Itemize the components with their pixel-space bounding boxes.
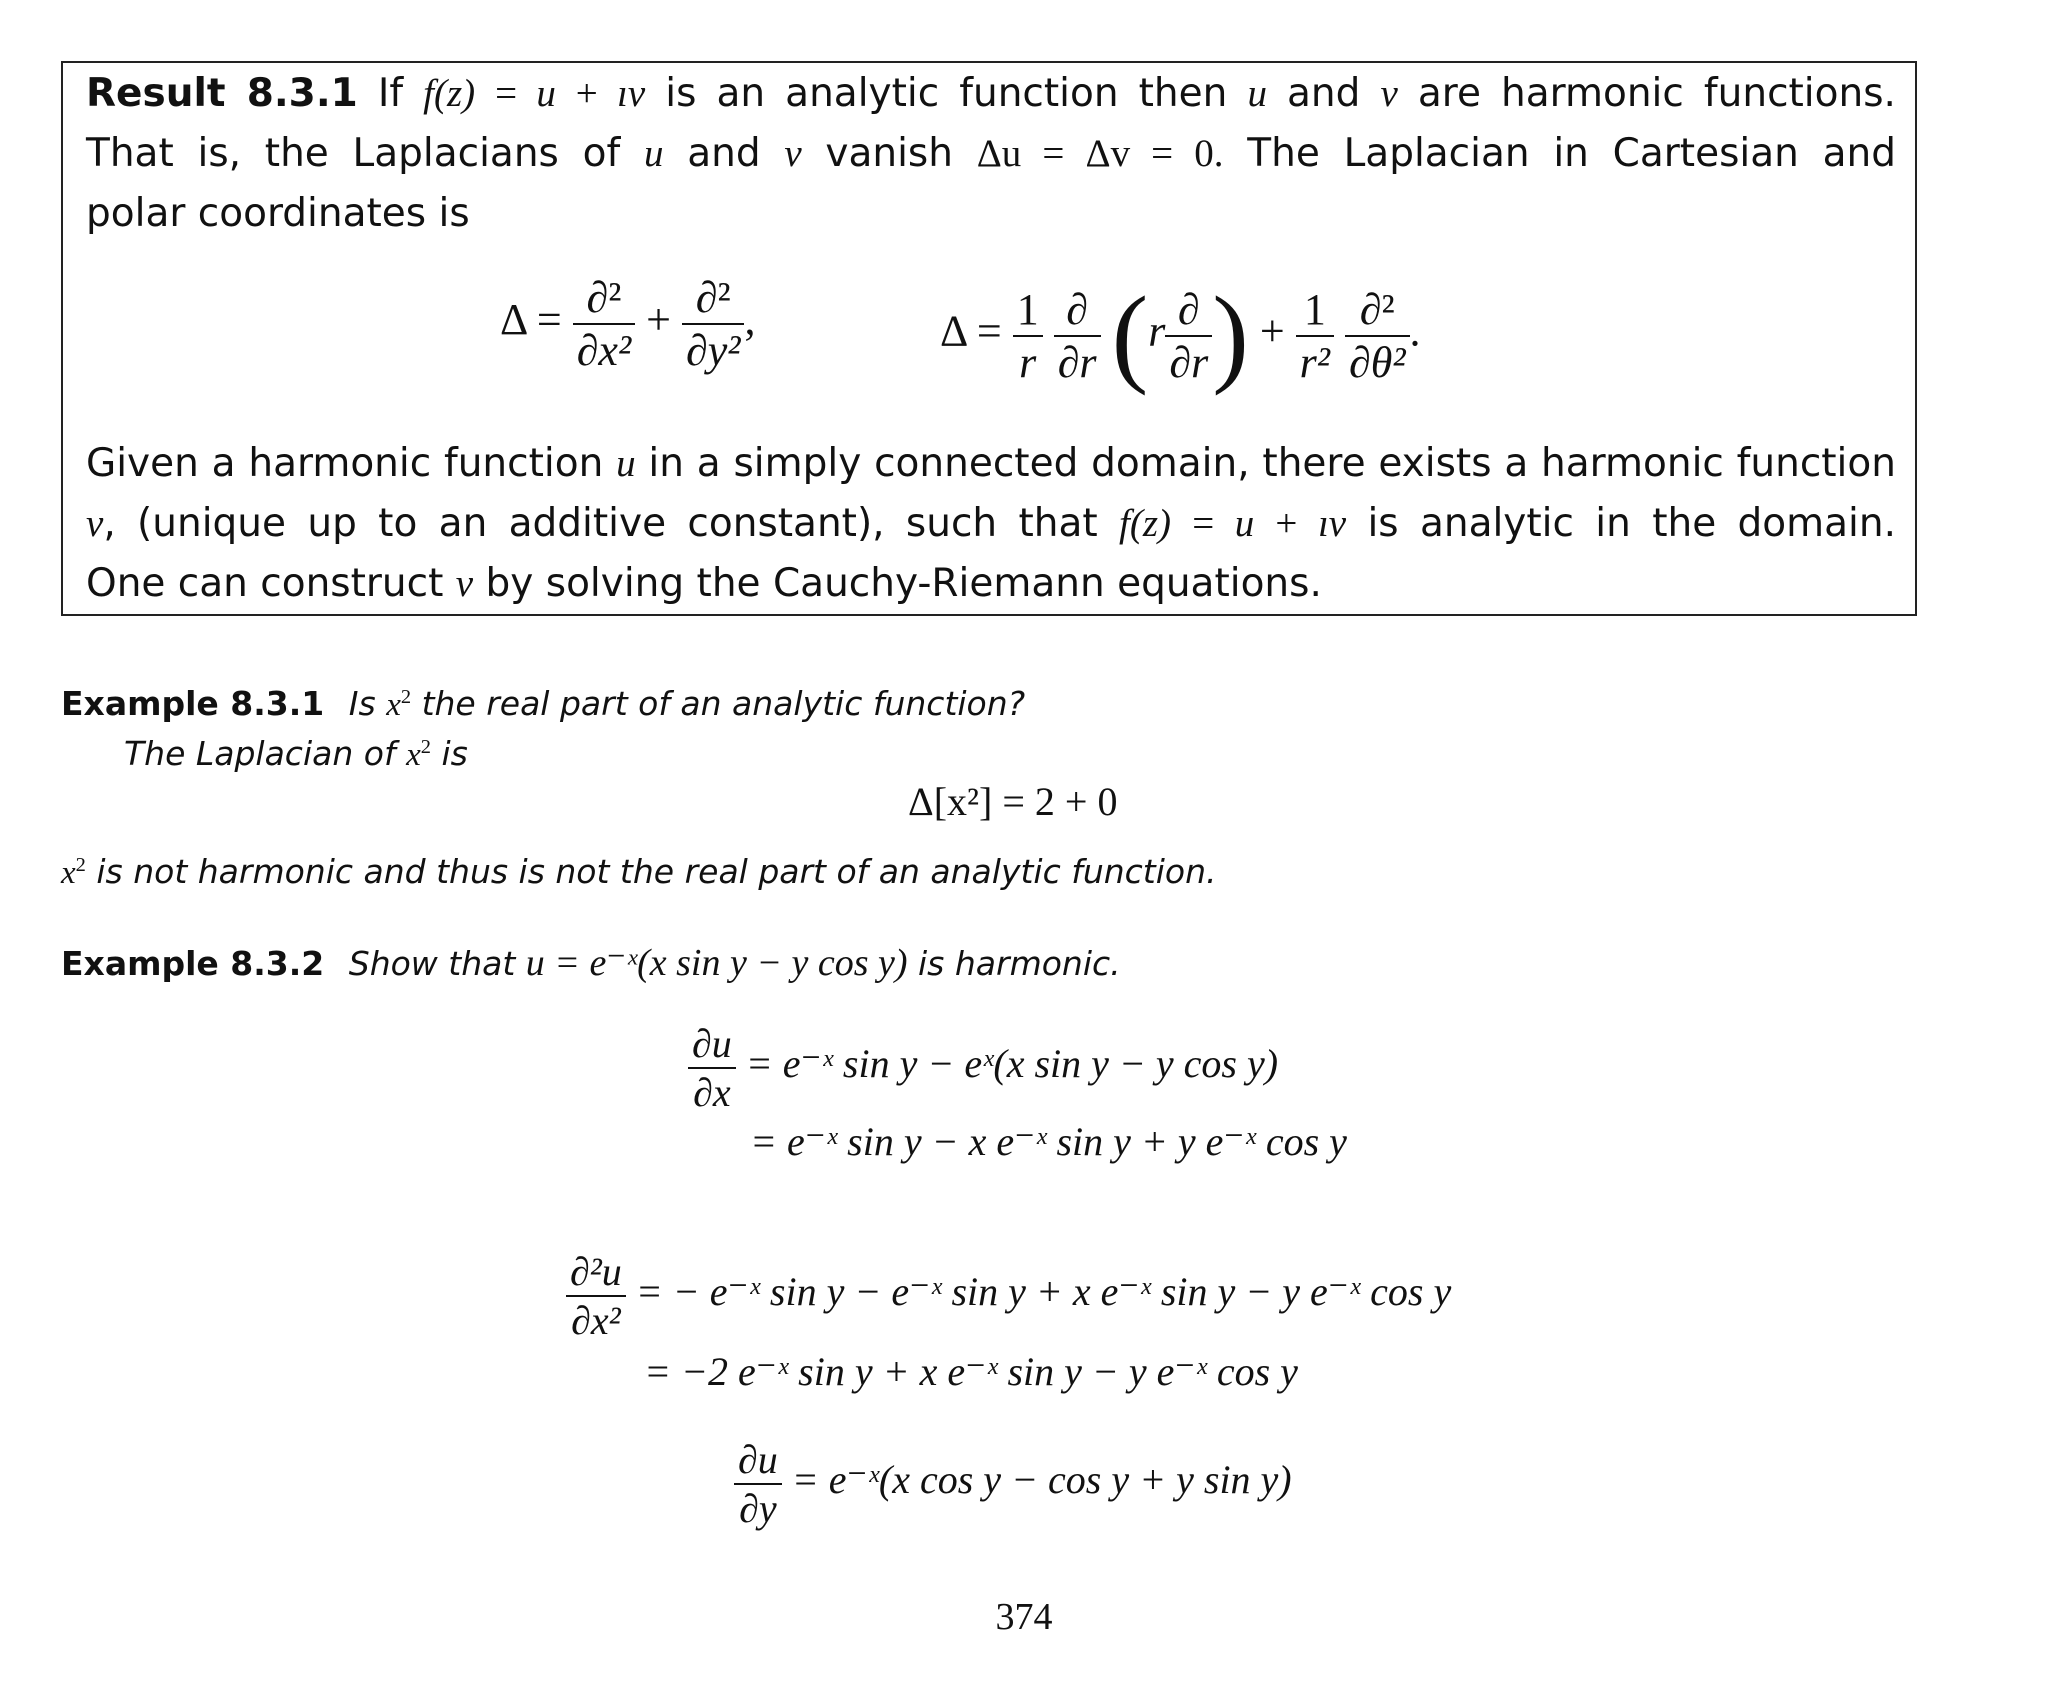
d2u-dx2-derivation-line-2: = −2 e⁻ˣ sin y + x e⁻ˣ sin y − y e⁻ˣ cos y xyxy=(644,1349,1298,1394)
du-dx-derivation: $\frac{\partial u}{\partial x}$ = e⁻ˣ sin y − eˣ(x sin y − y cos y) xyxy=(688,1020,1278,1116)
example-1-label: Example 8.3.1 xyxy=(61,684,325,723)
example-1-equation: Δ[x²] = 2 + 0 xyxy=(908,779,1118,824)
example-2-label: Example 8.3.2 xyxy=(61,944,325,983)
example-1-conclusion: $x^2$ is not harmonic and thus is not the real part of an analytic function. xyxy=(61,852,1217,891)
du-dy-derivation: $\frac{\partial u}{\partial y}$ = e⁻ˣ(x cos y − cos y + y sin y) xyxy=(734,1436,1292,1532)
result-line-1: Result 8.3.1 If f(z) = u + ıv is an analytic function then u and v are harmonic functions. xyxy=(86,71,1896,116)
du-dx-derivation-line-2: = e⁻ˣ sin y − x e⁻ˣ sin y + y e⁻ˣ cos y xyxy=(750,1119,1347,1164)
result-line-4: Given a harmonic function u in a simply connected domain, there exists a harmonic function xyxy=(86,441,1896,486)
result-line-2: That is, the Laplacians of u and v vanish Δu = Δv = 0. The Laplacian in Cartesian and xyxy=(86,131,1896,176)
result-line-6: One can construct v by solving the Cauchy-Riemann equations. xyxy=(86,561,1322,606)
result-label: Result 8.3.1 xyxy=(86,71,358,116)
laplacian-polar: Δ = $\frac{1}{r}$ $\frac{\partial}{\partial r}$ (r $\frac{\partial}{\partial r}$ ) + $\frac{1}{\text{r²}}$ $\frac{\text{∂²}}{\text{∂θ²}}$ . xyxy=(940,274,1421,396)
result-line-5: v, (unique up to an additive constant), such that f(z) = u + ıv is analytic in the domain. xyxy=(86,501,1897,546)
example-2-question: Example 8.3.2 Show that u = e⁻ˣ(x sin y − y cos y) is harmonic. xyxy=(61,942,1121,984)
d2u-dx2-derivation: $\frac{\text{∂²u}}{\text{∂x²}}$ = − e⁻ˣ sin y − e⁻ˣ sin y + x e⁻ˣ sin y − y e⁻ˣ cos y xyxy=(566,1248,1451,1344)
laplacian-cartesian: Δ = $\frac{\text{∂²}}{\text{∂x²}}$ + $\frac{\text{∂²}}{\text{∂y²}}$ , xyxy=(500,273,756,375)
page-number: 374 xyxy=(995,1596,1053,1638)
example-1-question: Example 8.3.1 Is $x^2$ the real part of an analytic function? xyxy=(61,684,1026,723)
result-line-3: polar coordinates is xyxy=(86,191,470,236)
example-1-statement: The Laplacian of $x^2$ is xyxy=(124,734,468,773)
